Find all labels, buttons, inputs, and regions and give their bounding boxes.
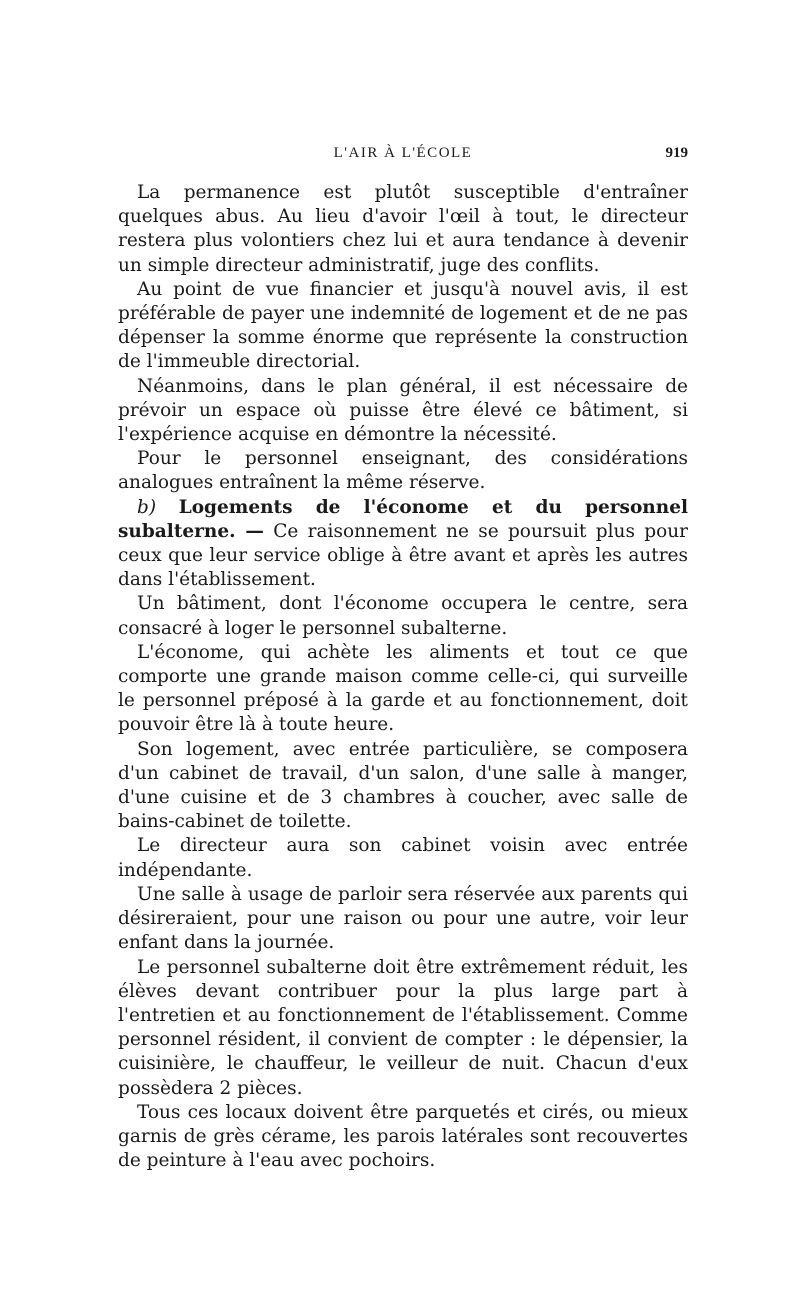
section-marker: b) <box>137 496 157 518</box>
paragraph-logement: Son logement, avec entrée particulière, se composera d'un cabinet de travail, d'un salon, d'une salle à manger, d'une cuisine et de 3 chambres à coucher, avec salle de bains-cabinet de toilette. <box>118 738 688 833</box>
paragraph-permanence: La permanence est plutôt susceptible d'entraîner quelques abus. Au lieu d'avoir l'œil à tout, le directeur restera plus volontiers chez lui et aura tendance à devenir un simple directeur administratif, juge des conflits. <box>118 182 688 276</box>
running-title: L'AIR À L'ÉCOLE <box>333 145 473 161</box>
paragraph-neanmoins: Néanmoins, dans le plan général, il est nécessaire de prévoir un espace où puisse être élevé ce bâtiment, si l'expérience acquise en démontre la nécessité. <box>118 375 688 446</box>
paragraph-econome: L'économe, qui achète les aliments et tout ce que comporte une grande maison comme celle-ci, qui surveille le personnel préposé à la garde et au fonctionnement, doit pouvoir être là à toute heure. <box>118 641 688 736</box>
paragraph-batiment: Un bâtiment, dont l'économe occupera le centre, sera consacré à loger le personnel subalterne. <box>118 593 688 639</box>
section-heading: Logements de l'économe et du personnel subalterne. — <box>118 496 688 542</box>
section-b-text: Ce raisonnement ne se poursuit plus pour ceux que leur service oblige à être avant et après les autres dans l'établissement. <box>118 520 688 591</box>
section-b-paragraph <box>118 496 688 593</box>
paragraph-directeur: Le directeur aura son cabinet voisin avec entrée indépendante. <box>118 835 688 881</box>
paragraph-enseignant: Pour le personnel enseignant, des considérations analogues entraînent la même réserve. <box>118 448 688 494</box>
page-header <box>118 145 688 169</box>
paragraph-financier: Au point de vue financier et jusqu'à nouvel avis, il est préférable de payer une indemnité de logement et de ne pas dépenser la somme énorme que représente la construction de l'immeuble directorial. <box>118 278 688 373</box>
paragraph-personnel: Le personnel subalterne doit être extrêmement réduit, les élèves devant contribuer pour la plus large part à l'entretien et au fonctionnement de l'établissement. Comme personnel résident, il convient de compter : le dépensier, la cuisinière, le chauffeur, le veilleur de nuit. Chacun d'eux possèdera 2 pièces. <box>118 956 688 1099</box>
page-number: 919 <box>665 145 688 161</box>
paragraph-parloir: Une salle à usage de parloir sera réservée aux parents qui désireraient, pour une raison ou pour une autre, voir leur enfant dans la journée. <box>118 883 688 954</box>
paragraph-locaux: Tous ces locaux doivent être parquetés et cirés, ou mieux garnis de grès cérame, les parois latérales sont recouvertes de peinture à l'eau avec pochoirs. <box>118 1101 688 1172</box>
page-body <box>118 181 688 1173</box>
